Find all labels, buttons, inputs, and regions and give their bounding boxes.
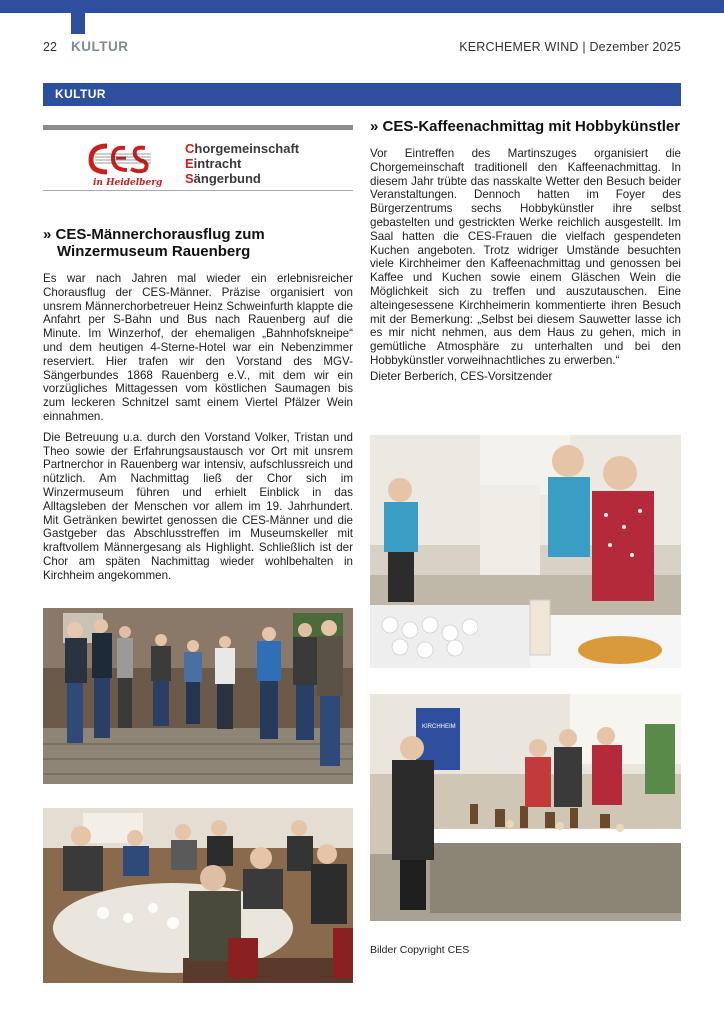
- left-article-paragraph: Es war nach Jahren mal wieder ein erlebnisreicher Chorausflug der CES-Männer. Präzise organisiert von unsrem Männerchorbetreuer Heinz Schweinfurth klappte die Anfahrt per S-Bahn und Bus nach Rauenberg auf die Minute. Im Winzerhof, der ehemaligen „Bahnhofskneipe“ und dem heutigen 4-Sterne-Hotel war ein Nebenzimmer reserviert. Hier trafen wir den Vorstand des MGV-Sängerbundes 1868 Rauenberg e.V., mit dem wir ein vorzügliches Mittagessen vom köstlichen Saumagen bis zum leckeren Schnitzel samt einem Viertel Pfälzer Wein einnahmen.: [43, 272, 353, 423]
- ces-logo: [43, 125, 353, 191]
- header-tab-marker: [71, 13, 85, 34]
- kaffee-photo: [370, 435, 681, 668]
- right-column: [370, 118, 681, 384]
- banner-text: KIRCHHEIM: [422, 724, 456, 730]
- magazine-title: KERCHEMER WIND | Dezember 2025: [459, 40, 681, 54]
- right-article-paragraph: Vor Eintreffen des Martinszuges organisiert die Chorgemeinschaft traditionell den Kaffeenachmittag. In diesem Jahr trübte das nasskalte Wetter den Besuch beider Veranstaltungen. Dennoch hatten im Foyer des Bürgerzentrums sechs Hobbykünstler ihre selbst gebastelten und gestrickten Werke reichlich ausgestellt. Im Saal hatten die CES-Frauen die vielfach gespendeten Kuchen angeboten. Trotz widriger Umstände besuchten viele Kirchheimer den Kaffeenachmittag und genossen bei Kaffee und Kuchen sowie einem Gläschen Wein die Möglichkeit sich zu treffen und auszutauschen. Eine alteingesessene Kirchheimerin kommentierte ihren Besuch mit der Bemerkung: „Selbst bei diesem Sauwetter lasse ich es mir nicht nehmen, aus dem Haus zu gehen, mich in gemütliche Atmosphäre zu unterhalten und bei den Hobbykünstler vorweihnachtliches zu erwerben.“: [370, 147, 681, 367]
- logo-script-text: in Heidelberg: [93, 178, 163, 188]
- left-article-title: » CES-Männerchorausflug zum Winzermuseum Rauenberg: [43, 226, 265, 260]
- right-article-title: » CES-Kaffeenachmittag mit Hobbykünstler: [370, 118, 681, 135]
- section-header: KULTUR: [71, 39, 129, 54]
- ces-logo-mark: [85, 138, 163, 188]
- top-color-bar: [0, 0, 724, 13]
- left-article-paragraph: Die Betreuung u.a. durch den Vorstand Volker, Tristan und Theo sowie der Erfahrungsaustausch vor Ort mit unsrem Partnerchor in Rauenberg war intensiv, aufschlussreich und nützlich. Am Nachmittag ließ der Chor sich im Winzermuseum führen und erhielt Einblick in das Alltagsleben der Menschen vor allem im 19. Jahrhundert. Mit Getränken bewirtet genossen die CES-Männer und die Gastgeber das Abschlusstreffen im Museumskeller mit kraftvollem Männergesang als Highlight. Schließlich ist der Chor am späten Nachmittag wieder wohlbehalten in Kirchheim angekommen.: [43, 430, 353, 582]
- page-number: 22: [43, 40, 57, 54]
- group-photo-outdoor: [43, 608, 353, 784]
- hobby-artists-photo: [370, 694, 681, 921]
- section-band: KULTUR: [43, 83, 681, 106]
- left-column: [43, 125, 353, 583]
- dining-photo: [43, 808, 353, 983]
- article-signature: Dieter Berberich, CES-Vorsitzender: [370, 369, 553, 383]
- photo-caption: Bilder Copyright CES: [370, 944, 470, 956]
- logo-wordmark: Chorgemeinschaft Eintracht Sängerbund: [185, 141, 300, 186]
